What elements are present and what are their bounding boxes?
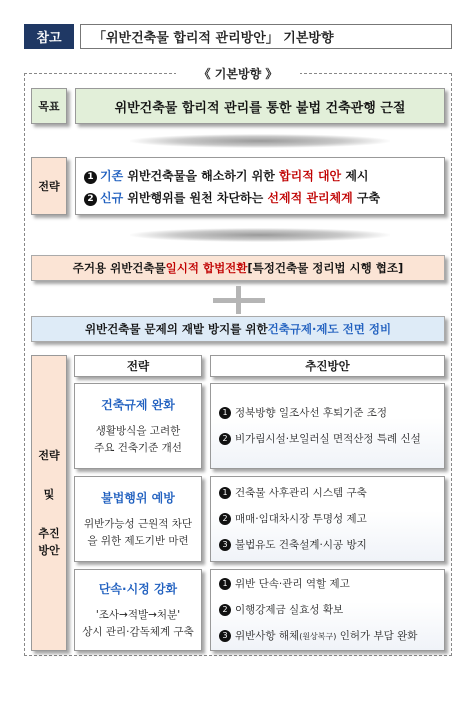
strategy-label: 전략: [31, 157, 67, 215]
strategy-desc-line: 위반가능성 근원적 차단: [83, 517, 193, 530]
band-emphasis: 건축규제·제도 전면 정비: [267, 322, 392, 336]
strategy-title: 건축규제 완화: [101, 397, 175, 412]
plan-text: 인허가 부담 완화: [336, 629, 418, 642]
strategy-desc-line: 상시 관리·감독체계 구축: [82, 625, 194, 638]
reference-tag: 참고: [24, 24, 74, 49]
side-label-line: 및: [43, 488, 55, 501]
strategy-item-highlight: 신규: [100, 191, 124, 205]
plan-item: [219, 506, 444, 532]
plan-cell: [210, 476, 445, 562]
plan-item: [219, 532, 444, 558]
number-badge: 2: [84, 193, 97, 206]
plan-cell: [210, 383, 445, 469]
plan-text: 이행강제금 실효성 확보: [235, 603, 344, 616]
number-badge: 1: [84, 171, 97, 184]
number-badge: 3: [219, 630, 231, 642]
plan-text-note: (원상복구): [299, 631, 337, 641]
band-text: [특정건축물 정리법 시행 협조]: [247, 261, 404, 275]
strategy-desc-line: '조사→적발→처분': [95, 608, 181, 621]
strategy-item-emphasis: 선제적 관리체계: [267, 191, 353, 205]
number-badge: 1: [219, 487, 231, 499]
side-label-line: 추진: [38, 527, 60, 540]
strategy-cell: [74, 569, 202, 651]
separator-lens: [130, 134, 390, 148]
strategy-cell: [74, 383, 202, 469]
number-badge: 3: [219, 539, 231, 551]
strategy-cell: [74, 476, 202, 562]
column-header-strategy: 전략: [74, 355, 202, 377]
strategy-item-highlight: 기존: [100, 169, 124, 183]
separator-lens: [130, 228, 390, 242]
number-badge: 2: [219, 604, 231, 616]
column-header-plan: 추진방안: [210, 355, 445, 377]
plan-text: 위반사항 해체: [235, 629, 300, 642]
plan-item: [219, 597, 444, 623]
plan-text: 위반 단속·관리 역할 제고: [235, 577, 350, 590]
plan-item: [219, 400, 444, 426]
strategy-desc-line: 생활방식을 고려한: [95, 424, 181, 437]
plan-text: 불법유도 건축설계·시공 방지: [235, 539, 367, 551]
number-badge: 1: [219, 407, 231, 419]
plan-text: 매매·임대차시장 투명성 제고: [235, 513, 367, 525]
plan-text: 건축물 사후관리 시스템 구축: [235, 487, 367, 499]
strategy-item-text: 구축: [352, 191, 381, 205]
band-text: 주거용 위반건축물: [72, 261, 166, 275]
band-text: 위반건축물 문제의 재발 방지를 위한: [84, 322, 268, 336]
number-badge: 2: [219, 433, 231, 445]
strategy-title: 단속·시정 강화: [98, 581, 178, 596]
side-label-line: 전략: [38, 449, 60, 462]
plus-icon-vertical: [236, 286, 241, 314]
goal-text: 위반건축물 합리적 관리를 통한 불법 건축관행 근절: [75, 88, 445, 124]
reform-band: [31, 316, 445, 342]
frame-label: 《 기본방향 》: [176, 64, 300, 82]
plan-item: [219, 571, 444, 597]
strategy-item-text: 제시: [341, 169, 369, 183]
strategy-plan-label: [31, 355, 67, 651]
number-badge: 2: [219, 513, 231, 525]
strategy-item-2: [84, 187, 444, 209]
strategy-item-text: 위반건축물을 해소하기 위한: [123, 169, 280, 183]
plan-text: 정북방향 일조사선 후퇴기준 조정: [235, 407, 388, 419]
strategy-box: [75, 157, 445, 215]
plan-item: [219, 426, 444, 452]
number-badge: 1: [219, 578, 231, 590]
plan-item: [219, 480, 444, 506]
strategy-item-emphasis: 합리적 대안: [279, 169, 342, 183]
plan-item: [219, 623, 444, 650]
band-emphasis: 일시적 합법전환: [165, 261, 248, 275]
side-label-line: 방안: [38, 544, 60, 557]
strategy-item-text: 위반행위를 원천 차단하는: [123, 191, 268, 205]
plan-text: 비가림시설·보일러실 면적산정 특례 신설: [235, 433, 421, 445]
strategy-title: 불법행위 예방: [101, 490, 175, 505]
legalization-band: [31, 255, 445, 281]
strategy-desc-line: 주요 건축기준 개선: [94, 441, 182, 454]
strategy-desc-line: 을 위한 제도기반 마련: [87, 534, 189, 547]
strategy-item-1: [84, 165, 444, 187]
plan-cell: [210, 569, 445, 651]
page-title: 「위반건축물 합리적 관리방안」 기본방향: [80, 24, 452, 49]
goal-label: 목표: [31, 88, 67, 124]
